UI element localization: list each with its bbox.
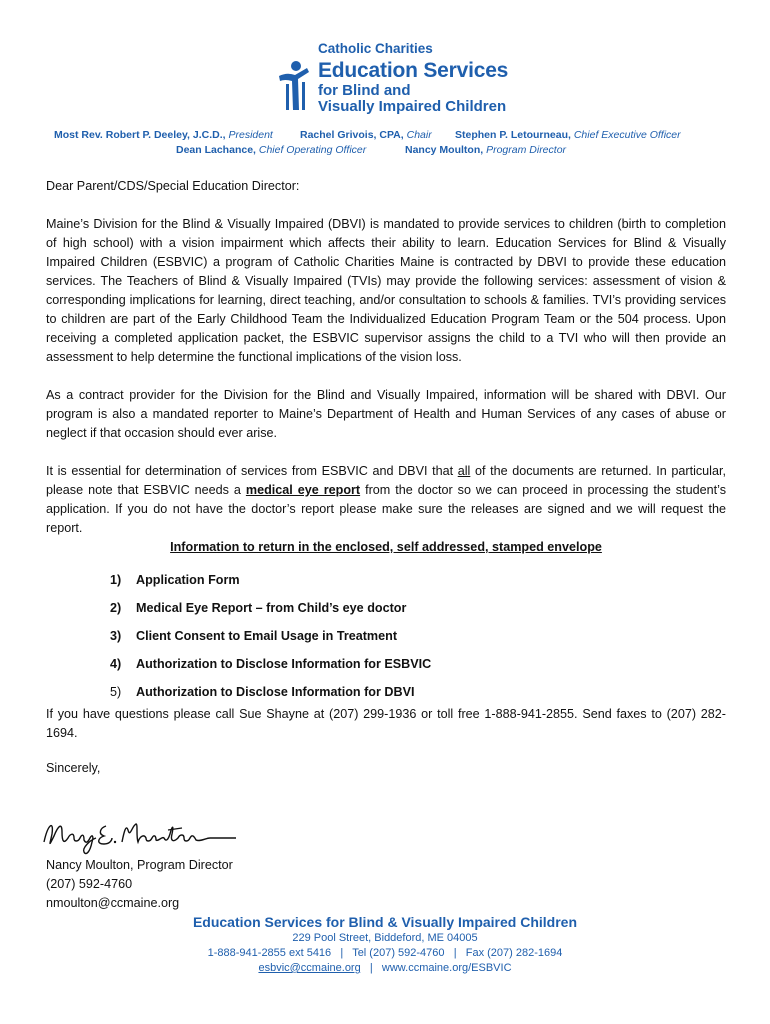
list-item: 3) Client Consent to Email Usage in Treatment [110,629,398,643]
footer-web-link[interactable]: www.ccmaine.org/ESBVIC [381,962,512,974]
footer-tel: Tel (207) 592-4760 [352,947,445,959]
officer-ceo: Stephen P. Letourneau, Chief Executive Officer [455,129,681,141]
footer-links: esbvic@ccmaine.org | www.ccmaine.org/ESBVIC [258,962,512,974]
org-line2: Education Services [318,58,509,82]
list-item: 5) Authorization to Disclose Information for DBVI [110,685,415,699]
org-line1: Catholic Charities [318,41,433,56]
paragraph-1: Maine’s Division for the Blind & Visually Impaired (DBVI) is mandated to provide services to children (birth to completion of high school) with a vision impairment which affects their ability to learn. Education Services for Blind & Visually Impaired Children (ESBVIC) a program of Catholic Charities Maine is contracted by DBVI to provide these education services. The Teachers of Blind & Visually Impaired (TVIs) may provide the following services: assessment of vision & corresponding implications for learning, direct teaching, and/or consultation to schools & families. TVI’s providing services to children are part of the Early Childhood Team the Individualized Education Program Team or the 504 process. Upon receiving a completed application packet, the ESBVIC supervisor assigns the child to a TVI who will then provide an assessment to help determine the functional implications of the vision loss. [46,217,726,364]
signer-block [46,856,233,913]
signer-name: Nancy Moulton, Program Director [46,858,233,872]
emphasis-all: all [457,464,471,478]
footer-fax: Fax (207) 282-1694 [465,947,563,959]
list-item: 1) Application Form [110,573,240,587]
org-line4: Visually Impaired Children [318,97,507,115]
questions-paragraph: If you have questions please call Sue Shayne at (207) 299-1936 or toll free 1-888-941-2855. Send faxes to (207) 282-1694. [46,707,726,740]
emphasis-medical-eye-report: medical eye report [245,483,361,497]
return-title: Information to return in the enclosed, self addressed, stamped envelope [170,540,602,554]
documents-list [46,571,726,711]
footer-contact: 1-888-941-2855 ext 5416 | Tel (207) 592-4760 | Fax (207) 282-1694 [207,947,563,959]
org-logo-text [318,42,508,114]
officer-chair: Rachel Grivois, CPA, Chair [300,129,432,141]
paragraph-2: As a contract provider for the Division for the Blind and Visually Impaired, information will be shared with DBVI. Our program is also a mandated reporter to Maine’s Department of Health and Human Services of any cases of abuse or neglect if that occasion should ever arise. [46,388,726,440]
signer-email: nmoulton@ccmaine.org [46,896,180,910]
org-line3: for Blind and [318,81,411,99]
catholic-charities-logo-icon [277,58,317,112]
footer-phone: 1-888-941-2855 ext 5416 [207,947,332,959]
letter-body [46,177,726,778]
officer-president: Most Rev. Robert P. Deeley, J.C.D., President [54,129,273,141]
greeting: Dear Parent/CDS/Special Education Director: [46,179,300,193]
list-item: 4) Authorization to Disclose Information for ESBVIC [110,657,432,671]
signature-image [40,812,240,858]
closing: Sincerely, [46,761,101,775]
footer-title: Education Services for Blind & Visually Impaired Children [192,914,578,930]
footer-email-link[interactable]: esbvic@ccmaine.org [258,962,361,974]
officer-coo: Dean Lachance, Chief Operating Officer [176,144,367,156]
footer [0,913,770,976]
paragraph-3: It is essential for determination of services from ESBVIC and DBVI that all of the documents are returned. In particular, please note that ESBVIC needs a medical eye report from the doctor so we can proceed in processing the student’s application. If you do not have the doctor’s report please make sure the releases are signed and we will request the report. [46,464,726,535]
footer-address: 229 Pool Street, Biddeford, ME 04005 [292,932,478,944]
list-item: 2) Medical Eye Report – from Child’s eye doctor [110,601,407,615]
signer-phone: (207) 592-4760 [46,877,133,891]
officer-program-director: Nancy Moulton, Program Director [405,144,567,156]
